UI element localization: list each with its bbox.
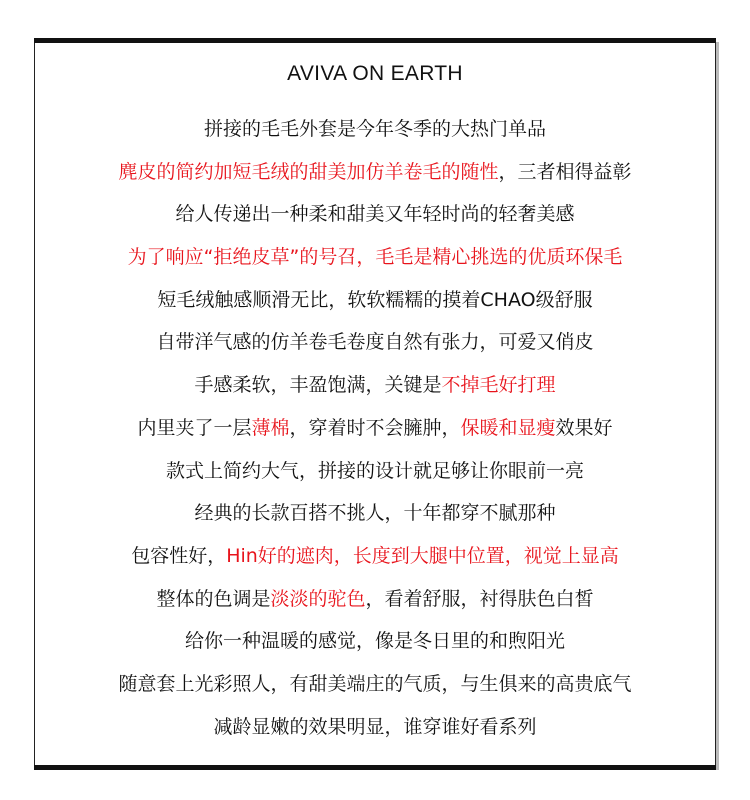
highlighted-text: Hin好的遮肉，长度到大腿中位置，视觉上显高 [226, 544, 619, 567]
description-line [34, 364, 716, 407]
description-line [34, 279, 716, 322]
body-text: 减龄显嫩的效果明显，谁穿谁好看系列 [213, 715, 537, 738]
description-line [34, 108, 716, 151]
description-line [34, 492, 716, 535]
body-text: ，看着舒服，衬得肤色白皙 [365, 587, 594, 610]
body-text: 效果好 [555, 416, 613, 439]
body-text: 手感柔软，丰盈饱满，关键是 [194, 374, 442, 397]
highlighted-text: 薄棉 [251, 416, 290, 439]
body-text: 款式上简约大气，拼接的设计就足够让你眼前一亮 [165, 459, 584, 482]
description-line [34, 535, 716, 578]
body-text: 随意套上光彩照人，有甜美端庄的气质，与生俱来的高贵底气 [118, 672, 632, 695]
highlighted-text: 麂皮的简约加短毛绒的甜美加仿羊卷毛的随性 [118, 160, 499, 183]
frame-shadow [716, 42, 719, 770]
frame-top-border [34, 38, 716, 43]
description-line [34, 450, 716, 493]
highlighted-text: 淡淡的驼色 [270, 587, 366, 610]
description-line [34, 151, 716, 194]
body-text: ，穿着时不会臃肿， [289, 416, 461, 439]
body-text: 自带洋气感的仿羊卷毛卷度自然有张力，可爱又俏皮 [156, 331, 594, 354]
body-text: 给人传递出一种柔和甜美又年轻时尚的轻奢美感 [175, 203, 575, 226]
body-text: 包容性好， [131, 544, 227, 567]
description-line [34, 321, 716, 364]
highlighted-text: 为了响应“拒绝皮草”的号召，毛毛是精心挑选的优质环保毛 [127, 246, 623, 269]
description-line [34, 193, 716, 236]
body-text: 内里夹了一层 [137, 416, 252, 439]
panel-title: AVIVA ON EARTH [287, 62, 463, 85]
highlighted-text: 保暖和显瘦 [460, 416, 556, 439]
body-text: ，三者相得益彰 [498, 160, 632, 183]
description-line [34, 706, 716, 749]
body-text: 经典的长款百搭不挑人，十年都穿不腻那种 [194, 502, 556, 525]
body-text: 短毛绒触感顺滑无比，软软糯糯的摸着CHAO级舒服 [157, 288, 593, 311]
highlighted-text: 不掉毛好打理 [441, 374, 556, 397]
body-text: 整体的色调是 [156, 587, 271, 610]
description-line [34, 578, 716, 621]
description-line [34, 407, 716, 450]
description-lines [34, 108, 716, 748]
body-text: 拼接的毛毛外套是今年冬季的大热门单品 [203, 118, 546, 140]
description-line [34, 663, 716, 706]
frame-bottom-border [34, 765, 716, 770]
description-line [34, 236, 716, 279]
body-text: 给你一种温暖的感觉，像是冬日里的和煦阳光 [184, 630, 565, 653]
description-line [34, 620, 716, 663]
